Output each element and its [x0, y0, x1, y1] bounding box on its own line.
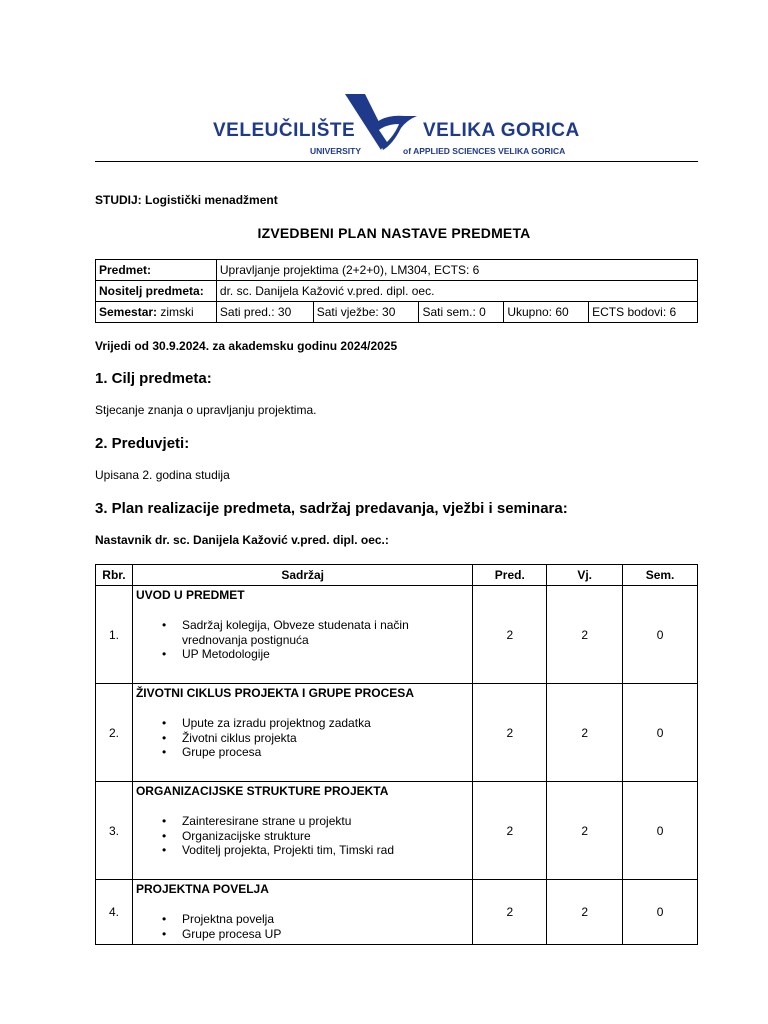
sati-pred: Sati pred.: 30 — [216, 302, 313, 323]
vj-value: 2 — [547, 684, 623, 782]
table-header-row — [96, 565, 698, 586]
validity-note: Vrijedi od 30.9.2024. za akademsku godinu 2024/2025 — [95, 339, 398, 353]
table-row — [96, 782, 698, 880]
row-title: UVOD U PREDMET — [135, 588, 245, 602]
table-row — [96, 260, 698, 281]
list-item: • Voditelj projekta, Projekti tim, Timski rad — [162, 843, 469, 858]
institution-subtitle-left: UNIVERSITY — [310, 146, 362, 156]
pred-value: 2 — [473, 684, 547, 782]
section-3-heading: 3. Plan realizacije predmeta, sadržaj predavanja, vježbi i seminara: — [95, 500, 568, 517]
col-header-pred: Pred. — [473, 565, 547, 586]
sati-sem: Sati sem.: 0 — [419, 302, 504, 323]
list-item: • UP Metodologije — [162, 647, 469, 662]
predmet-label: Predmet: — [96, 260, 217, 281]
ects-bodovi: ECTS bodovi: 6 — [589, 302, 698, 323]
sem-value: 0 — [623, 586, 698, 684]
row-content — [132, 880, 472, 945]
study-value: Logistički menadžment — [145, 193, 278, 207]
list-item: • Životni ciklus projekta — [162, 731, 469, 746]
pred-value: 2 — [473, 586, 547, 684]
list-item: • Organizacijske strukture — [162, 829, 469, 844]
row-content — [132, 782, 472, 880]
col-header-rbr: Rbr. — [96, 565, 133, 586]
table-row — [96, 880, 698, 945]
nositelj-label: Nositelj predmeta: — [96, 281, 217, 302]
list-item: • Upute za izradu projektnog zadatka — [162, 716, 469, 731]
row-title: PROJEKTNA POVELJA — [135, 882, 269, 896]
row-number: 3. — [96, 782, 133, 880]
sem-value: 0 — [623, 880, 698, 945]
list-item: • Sadržaj kolegija, Obveze studenata i način vrednovanja postignuća — [162, 618, 469, 647]
list-item: • Zainteresirane strane u projektu — [162, 814, 469, 829]
section-2-heading: 2. Preduvjeti: — [95, 435, 190, 452]
col-header-sem: Sem. — [623, 565, 698, 586]
bullet-list — [136, 716, 469, 760]
section-1-text: Stjecanje znanja o upravljanju projektima. — [95, 403, 317, 417]
sem-value: 0 — [623, 782, 698, 880]
table-row — [96, 302, 698, 323]
pred-value: 2 — [473, 782, 547, 880]
predmet-value: Upravljanje projektima (2+2+0), LM304, ECTS: 6 — [216, 260, 697, 281]
bullet-list — [136, 618, 469, 662]
institution-name-right: VELIKA GORICA — [423, 120, 580, 141]
sati-vjezbe: Sati vježbe: 30 — [313, 302, 419, 323]
teacher-name: Nastavnik dr. sc. Danijela Kažović v.pred. dipl. oec.: — [95, 533, 389, 547]
bullet-list — [136, 912, 469, 941]
semestar-cell: Semestar: zimski — [96, 302, 217, 323]
vj-value: 2 — [547, 880, 623, 945]
row-content — [132, 684, 472, 782]
document-title: IZVEDBENI PLAN NASTAVE PREDMETA — [257, 225, 531, 241]
list-item: • Grupe procesa UP — [162, 927, 469, 942]
pred-value: 2 — [473, 880, 547, 945]
list-item: • Grupe procesa — [162, 745, 469, 760]
row-title: ORGANIZACIJSKE STRUKTURE PROJEKTA — [135, 784, 389, 798]
col-header-sadrzaj: Sadržaj — [132, 565, 472, 586]
bullet-list — [136, 814, 469, 858]
row-number: 1. — [96, 586, 133, 684]
list-item: • Projektna povelja — [162, 912, 469, 927]
table-row — [96, 684, 698, 782]
section-1-heading: 1. Cilj predmeta: — [95, 370, 212, 387]
row-content — [132, 586, 472, 684]
vj-value: 2 — [547, 586, 623, 684]
plan-table — [95, 564, 698, 945]
col-header-vj: Vj. — [547, 565, 623, 586]
institution-subtitle-right: of APPLIED SCIENCES VELIKA GORICA — [403, 146, 566, 156]
ukupno: Ukupno: 60 — [504, 302, 589, 323]
sem-value: 0 — [623, 684, 698, 782]
row-number: 2. — [96, 684, 133, 782]
page-header — [95, 90, 698, 162]
table-row — [96, 281, 698, 302]
study-label: STUDIJ: — [95, 193, 142, 207]
nositelj-value: dr. sc. Danijela Kažović v.pred. dipl. oec. — [216, 281, 697, 302]
section-2-text: Upisana 2. godina studija — [95, 468, 230, 482]
study-program — [95, 193, 278, 207]
vj-value: 2 — [547, 782, 623, 880]
course-info-table — [95, 259, 698, 323]
table-row — [96, 586, 698, 684]
institution-name-left: VELEUČILIŠTE — [213, 120, 356, 141]
row-number: 4. — [96, 880, 133, 945]
row-title: ŽIVOTNI CIKLUS PROJEKTA I GRUPE PROCESA — [135, 686, 414, 700]
